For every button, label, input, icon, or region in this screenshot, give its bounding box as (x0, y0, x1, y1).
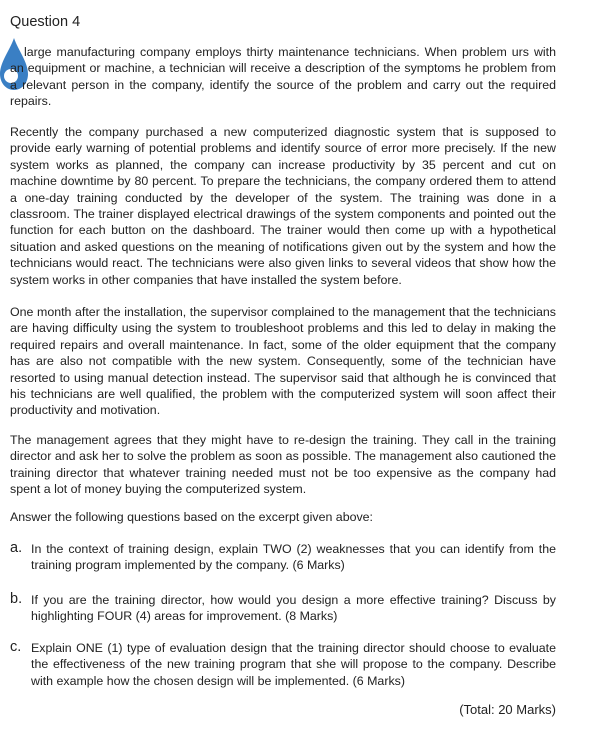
question-item-b (10, 592, 556, 625)
system-paragraph: Recently the company purchased a new computerized diagnostic system that is supposed to provide early warning of potential problems and identify source of error more precisely. If the new system works as planned, the company can increase productivity by 35 percent and cut on machine downtime by 80 percent. To prepare the technicians, the company ordered them to attend a one-day training conducted by the developer of the system. The training was done in a classroom. The trainer displayed electrical drawings of the system components and pointed out the function for each button on the dashboard. The trainer would then come up with a hypothetical situation and asked questions on the meaning of notifications given out by the system and how the technicians would react. The technicians were also given links to several videos that show how the system works in other companies that have installed the system before. (10, 125, 556, 287)
management-paragraph: The management agrees that they might have to re-design the training. They call in the training director and ask her to solve the problem as soon as possible. The management also cautioned the training director that whatever training needed must not be too expensive as the company had spent a lot of money buying the computerized system. (10, 433, 556, 497)
total-marks: (Total: 20 Marks) (459, 702, 556, 717)
question-label: b. (10, 591, 23, 607)
question-title: Question 4 (10, 14, 81, 30)
question-label: c. (10, 639, 22, 655)
instruction-text: Answer the following questions based on the excerpt given above: (10, 510, 374, 524)
question-text: If you are the training director, how would you design a more effective training? Discuss by highlighting FOUR (4) areas for improvement. (8 Marks) (31, 593, 556, 624)
question-item-a (10, 541, 556, 574)
question-text: In the context of training design, explain TWO (2) weaknesses that you can identify from the training program implemented by the company. (6 Marks) (31, 542, 556, 573)
question-item-c (10, 640, 556, 689)
question-label: a. (10, 540, 23, 556)
complaint-paragraph: One month after the installation, the supervisor complained to the management that the technicians are having difficulty using the system to troubleshoot problems and this led to delay in making the required repairs and overall maintenance. In fact, some of the older equipment that the company has are also not compatible with the new system. Consequently, some of the technician have resorted to using manual detection instead. The supervisor said that although he is convinced that his technicians are well qualified, the problem with the computerized system will soon affect their productivity and motivation. (10, 305, 556, 418)
question-text: Explain ONE (1) type of evaluation design that the training director should choose to evaluate the effectiveness of the new training program that she will propose to the company. Describe with example how the chosen design will be implemented. (6 Marks) (31, 641, 556, 688)
intro-paragraph: large manufacturing company employs thirty maintenance technicians. When problem urs with an equipment or machine, a technician will receive a description of the symptoms he problem from a relevant person in the company, identify the source of the problem and carry out the required repairs. (10, 45, 556, 109)
